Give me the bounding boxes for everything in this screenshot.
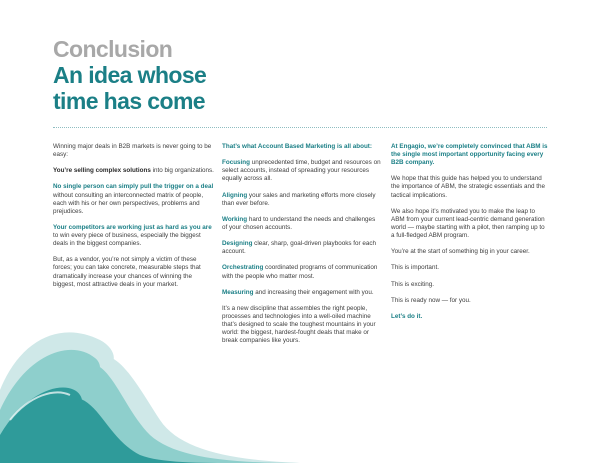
title-line-2: time has come	[53, 88, 205, 114]
title-line-1: An idea whose	[53, 62, 207, 88]
col3-paragraph-5: This is important.	[391, 264, 439, 272]
col2-item-lead: Working	[222, 215, 248, 223]
column-2	[222, 143, 382, 353]
col1-p4-rest: to win every piece of business, especially the biggest deals in the biggest companies.	[53, 232, 201, 248]
col1-paragraph-2	[53, 167, 215, 175]
col2-item-text: and increasing their engagement with you.	[253, 288, 374, 296]
col2-item-lead: Designing	[222, 240, 253, 248]
col2-intro: That’s what Account Based Marketing is all about:	[222, 143, 372, 150]
col2-item-text: coordinated programs of communication with the people who matter most.	[222, 264, 378, 280]
col2-item-text: clear, sharp, goal-driven playbooks for each account.	[222, 240, 376, 256]
col3-paragraph-2: We hope that this guide has helped you to understand the importance of ABM, the strategic essentials and the tactical implications.	[391, 175, 546, 199]
section-kicker: Conclusion	[53, 36, 173, 62]
col2-item	[222, 216, 382, 232]
col2-item	[222, 240, 382, 256]
column-3	[391, 143, 549, 329]
col1-paragraph-4	[53, 224, 215, 248]
col1-p3-teal: No single person can simply pull the trigger on a deal	[53, 183, 214, 191]
col3-paragraph-7: This is ready now — for you.	[391, 296, 471, 304]
col1-p2-rest: into big organizations.	[150, 167, 214, 175]
col1-paragraph-1: Winning major deals in B2B markets is never going to be easy:	[53, 143, 212, 159]
col3-paragraph-4: You’re at the start of something big in your career.	[391, 248, 530, 256]
col1-paragraph-3	[53, 183, 215, 215]
col1-paragraph-5: But, as a vendor, you’re not simply a victim of these forces; you can take concrete, measurable steps that dramatically increase your chances of winning the biggest, most attractive deals in your market.	[53, 256, 201, 288]
page-title	[53, 62, 353, 114]
col2-item-lead: Measuring	[222, 288, 254, 296]
col2-item	[222, 159, 382, 183]
col2-item	[222, 192, 382, 208]
col3-paragraph-8: Let’s do it.	[391, 312, 423, 320]
col2-item-lead: Orchestrating	[222, 264, 264, 272]
col1-p4-teal: Your competitors are working just as hard as you are	[53, 223, 212, 231]
column-1	[53, 143, 215, 297]
col3-paragraph-1: At Engagio, we’re completely convinced that ABM is the single most important opportunity facing every B2B company.	[391, 143, 548, 167]
col2-item-lead: Aligning	[222, 191, 248, 199]
col2-item-text: unprecedented time, budget and resources on select accounts, instead of spreading your resources equally across all.	[222, 159, 381, 183]
col2-item-text: hard to understand the needs and challenges of your chosen accounts.	[222, 215, 376, 231]
col1-p2-bold: You’re selling complex solutions	[53, 167, 151, 175]
col2-item	[222, 289, 382, 297]
col2-item-lead: Focusing	[222, 159, 250, 167]
col3-paragraph-3: We also hope it’s motivated you to make the leap to ABM from your current lead-centric demand generation world — maybe starting with a pilot, then ramping up to a full-fledged ABM program.	[391, 207, 545, 240]
col2-closing: It’s a new discipline that assembles the right people, processes and technologies into a well-oiled machine that’s designed to scale the toughest mountains in your world: the biggest, hardest-fought deals that make or break companies like yours.	[222, 304, 376, 345]
col3-paragraph-6: This is exciting.	[391, 280, 435, 288]
col2-item	[222, 264, 382, 280]
col2-item-text: your sales and marketing efforts more closely than ever before.	[222, 191, 376, 207]
dotted-divider	[53, 127, 547, 128]
col1-p3-rest: without consulting an interconnected matrix of people, each with his or her own perspectives, problems and prejudices.	[53, 191, 204, 215]
